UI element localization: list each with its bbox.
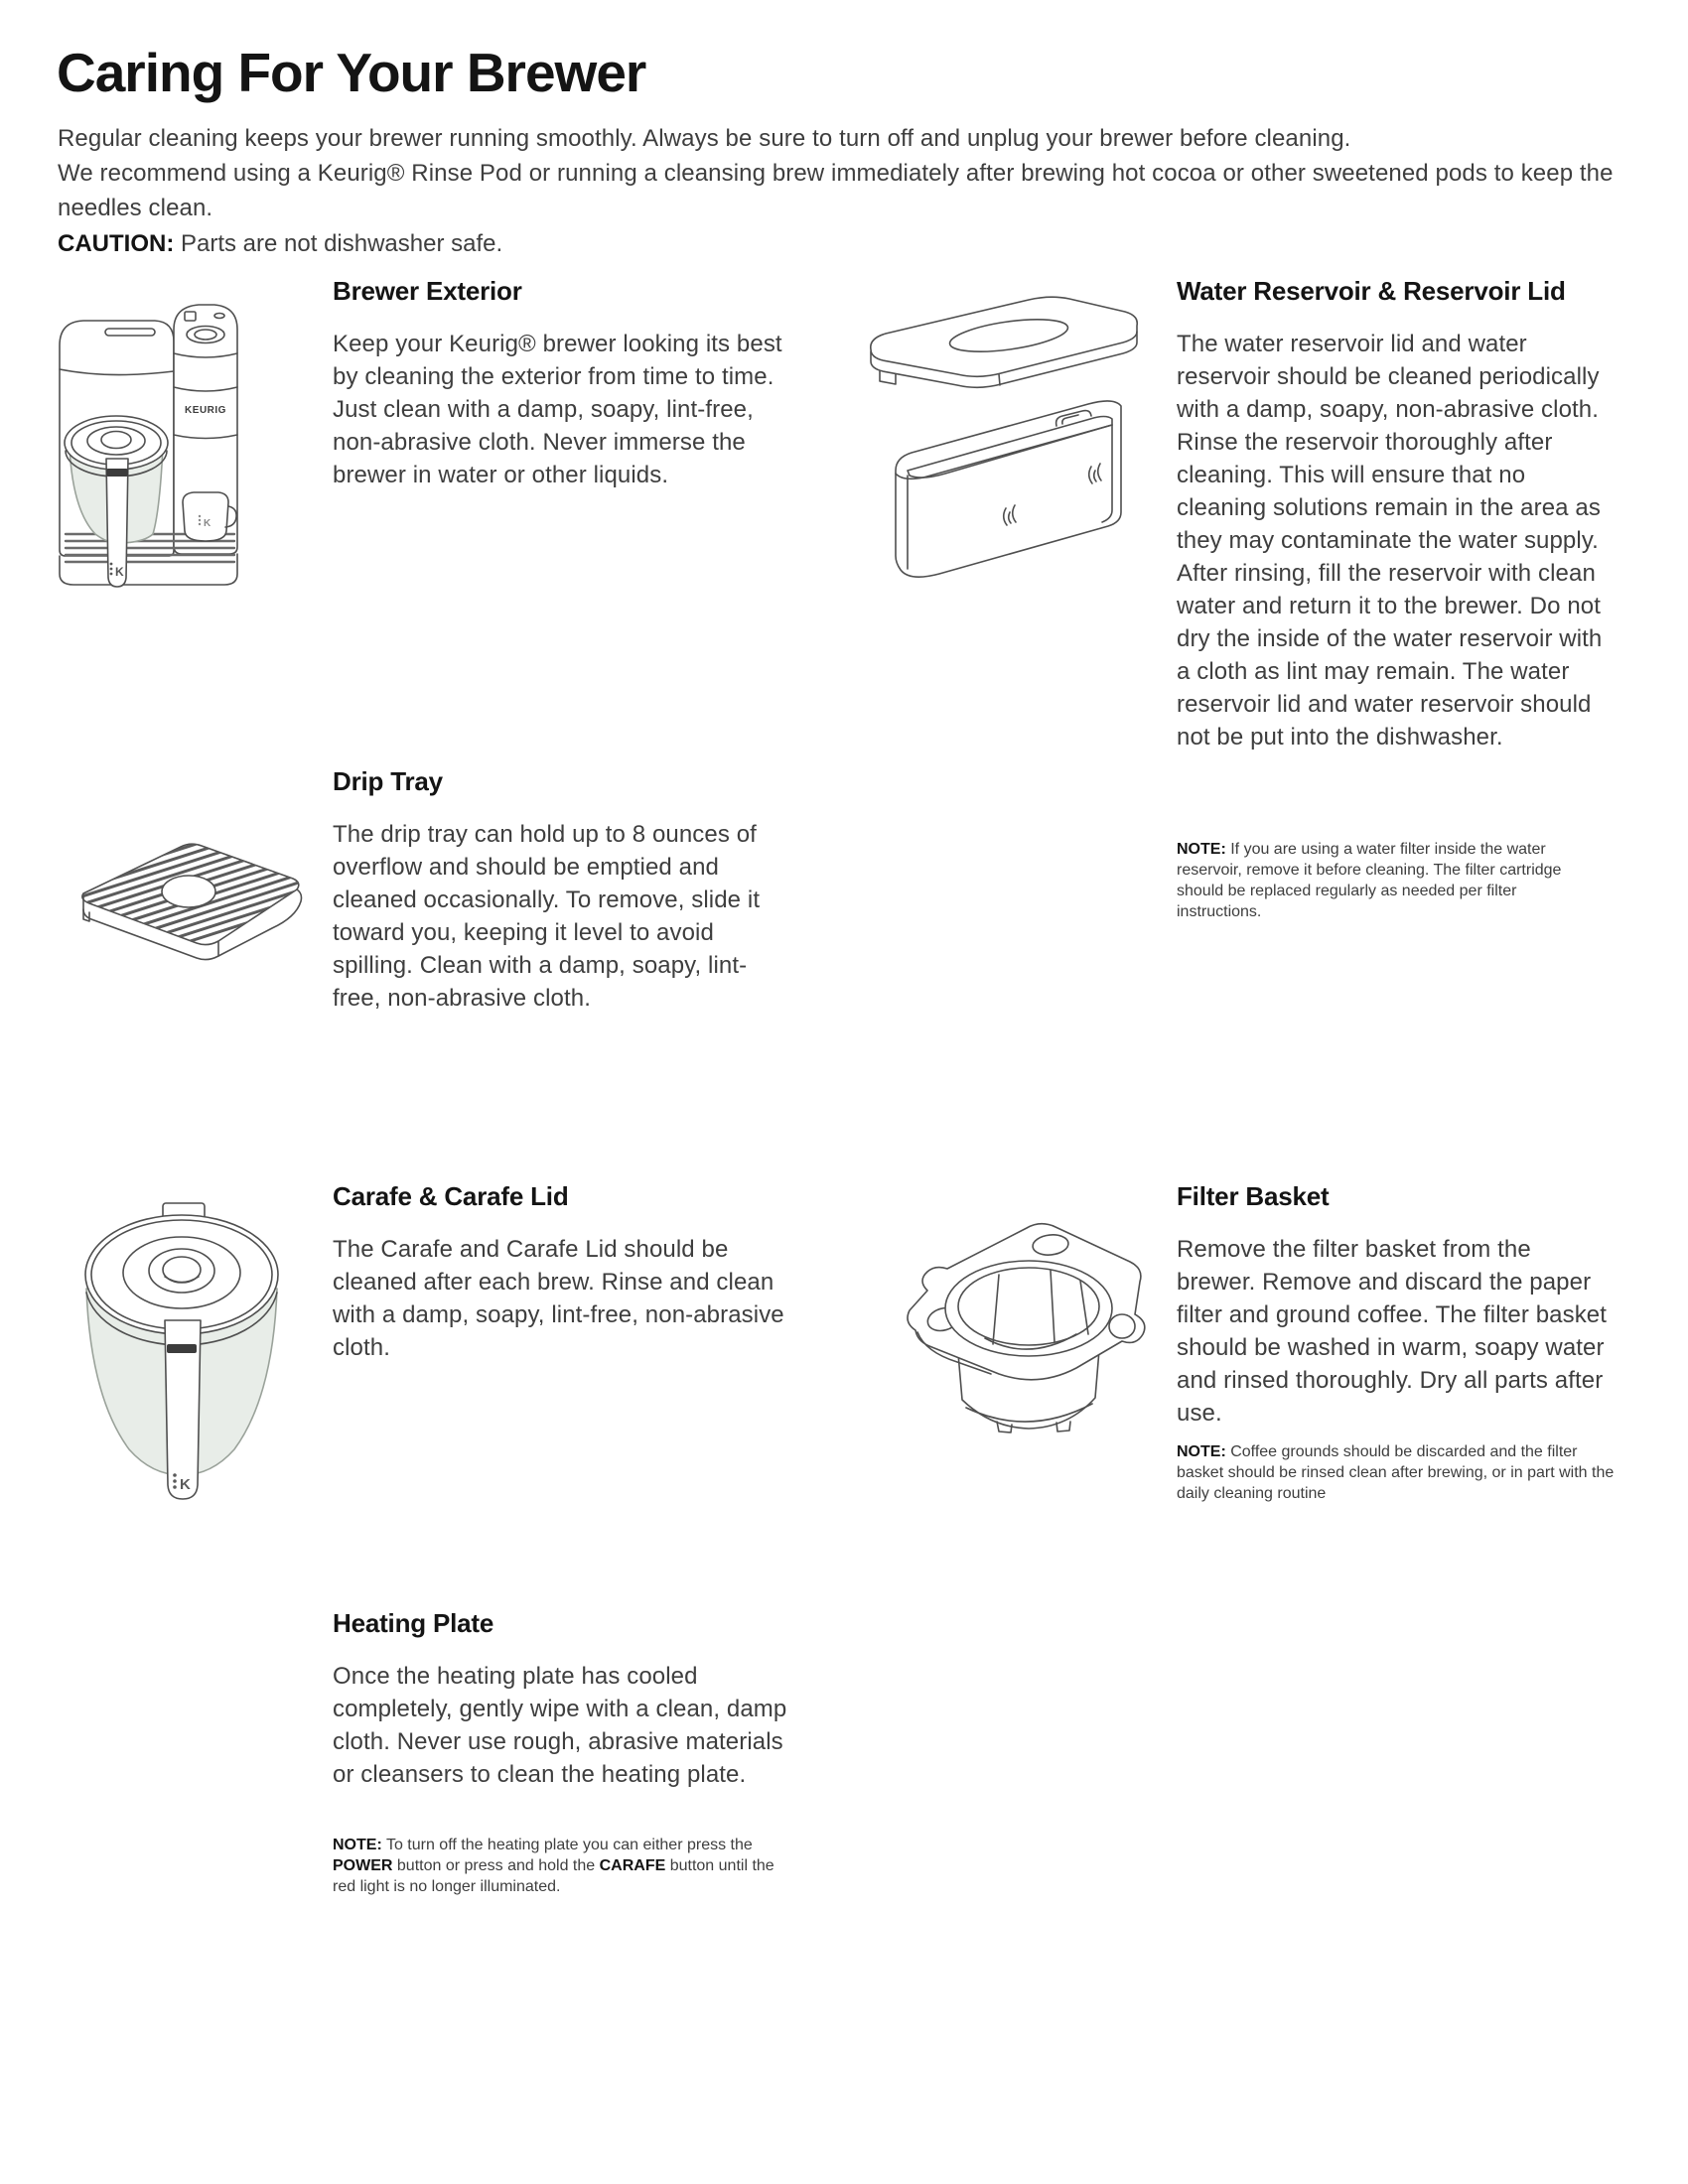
svg-text:K: K	[180, 1476, 191, 1493]
body-drip-tray: The drip tray can hold up to 8 ounces of overflow and should be emptied and cleaned occasionally. To remove, slide it toward you, keeping it level to avoid spilling. Clean with a damp, soapy, lint-free, non-abrasive cloth.	[333, 821, 761, 1012]
svg-text:K: K	[204, 518, 211, 529]
water-reservoir-illustration	[850, 274, 1158, 597]
power-button-ref: POWER	[333, 1857, 393, 1874]
body-heating-plate: Once the heating plate has cooled completely, gently wipe with a clean, damp cloth. Never use rough, abrasive materials or cleansers to clean the heating plate.	[333, 1663, 787, 1788]
filter-basket-illustration	[882, 1203, 1160, 1446]
body-carafe: The Carafe and Carafe Lid should be cleaned after each brew. Rinse and clean with a damp, soapy, lint-free, non-abrasive cloth.	[333, 1236, 784, 1361]
heading-drip-tray: Drip Tray	[333, 766, 443, 796]
mug	[183, 492, 228, 541]
body-water-reservoir: The water reservoir lid and water reservoir should be cleaned periodically with a damp, soapy, non-abrasive cloth. Rinse the reservoir thoroughly after cleaning. This will ensure that no cleaning solutions remain in the area as they may contaminate the water supply. After rinsing, fill the reservoir with clean water and return it to the brewer. Do not dry the inside of the water reservoir with a cloth as lint may remain. The water reservoir lid and water reservoir should not be put into the dishwasher.	[1177, 331, 1603, 751]
drip-tray-illustration	[62, 830, 315, 1009]
heading-water-reservoir: Water Reservoir & Reservoir Lid	[1177, 276, 1566, 306]
caution-line	[58, 230, 502, 258]
carafe-button-ref: CARAFE	[599, 1857, 666, 1874]
heading-filter-basket: Filter Basket	[1177, 1181, 1330, 1211]
reservoir-tank	[896, 401, 1121, 577]
brewer-illustration	[50, 290, 243, 598]
basket-rim	[945, 1261, 1112, 1356]
heading-heating-plate: Heating Plate	[333, 1608, 494, 1638]
intro-line-1: Regular cleaning keeps your brewer running smoothly. Always be sure to turn off and unplug your brewer before cleaning.	[58, 125, 1351, 152]
page-title: Caring For Your Brewer	[57, 42, 646, 103]
reservoir-lid	[871, 297, 1137, 376]
keurig-wordmark: KEURIG	[185, 405, 226, 416]
intro-paragraph	[58, 121, 1641, 225]
heading-carafe: Carafe & Carafe Lid	[333, 1181, 569, 1211]
note-label: NOTE:	[333, 1837, 382, 1853]
tray-drain-hole	[162, 876, 215, 907]
caution-label: CAUTION:	[58, 230, 175, 257]
body-brewer-exterior: Keep your Keurig® brewer looking its best by cleaning the exterior from time to time. Just clean with a damp, soapy, lint-free, non-abrasive cloth. Never immerse the brewer in water or other liquids.	[333, 331, 782, 488]
note-water-reservoir: NOTE: If you are using a water filter inside the water reservoir, remove it before cleaning. The filter cartridge should be replaced regularly as needed per filter instructions.	[1177, 841, 1562, 920]
tray-slats	[62, 830, 315, 989]
note-label: NOTE:	[1177, 841, 1226, 858]
note-filter-basket: NOTE: Coffee grounds should be discarded and the filter basket should be rinsed clean after brewing, or in part with the daily cleaning routine	[1177, 1443, 1615, 1502]
intro-line-2: We recommend using a Keurig® Rinse Pod or running a cleansing brew immediately after brewing hot cocoa or other sweetened pods to keep the needles clean.	[58, 160, 1614, 221]
carafe-illustration	[77, 1193, 286, 1506]
heading-brewer-exterior: Brewer Exterior	[333, 276, 522, 306]
svg-text:K: K	[115, 565, 124, 579]
caution-text: Parts are not dishwasher safe.	[174, 230, 503, 257]
note-heating-plate: NOTE: To turn off the heating plate you can either press the POWER button or press and hold the CARAFE button until the red light is no longer illuminated.	[333, 1837, 774, 1895]
note-label: NOTE:	[1177, 1443, 1226, 1460]
body-filter-basket: Remove the filter basket from the brewer. Remove and discard the paper filter and ground coffee. The filter basket should be washed in warm, soapy water and rinsed thoroughly. Dry all parts after use.	[1177, 1236, 1608, 1427]
